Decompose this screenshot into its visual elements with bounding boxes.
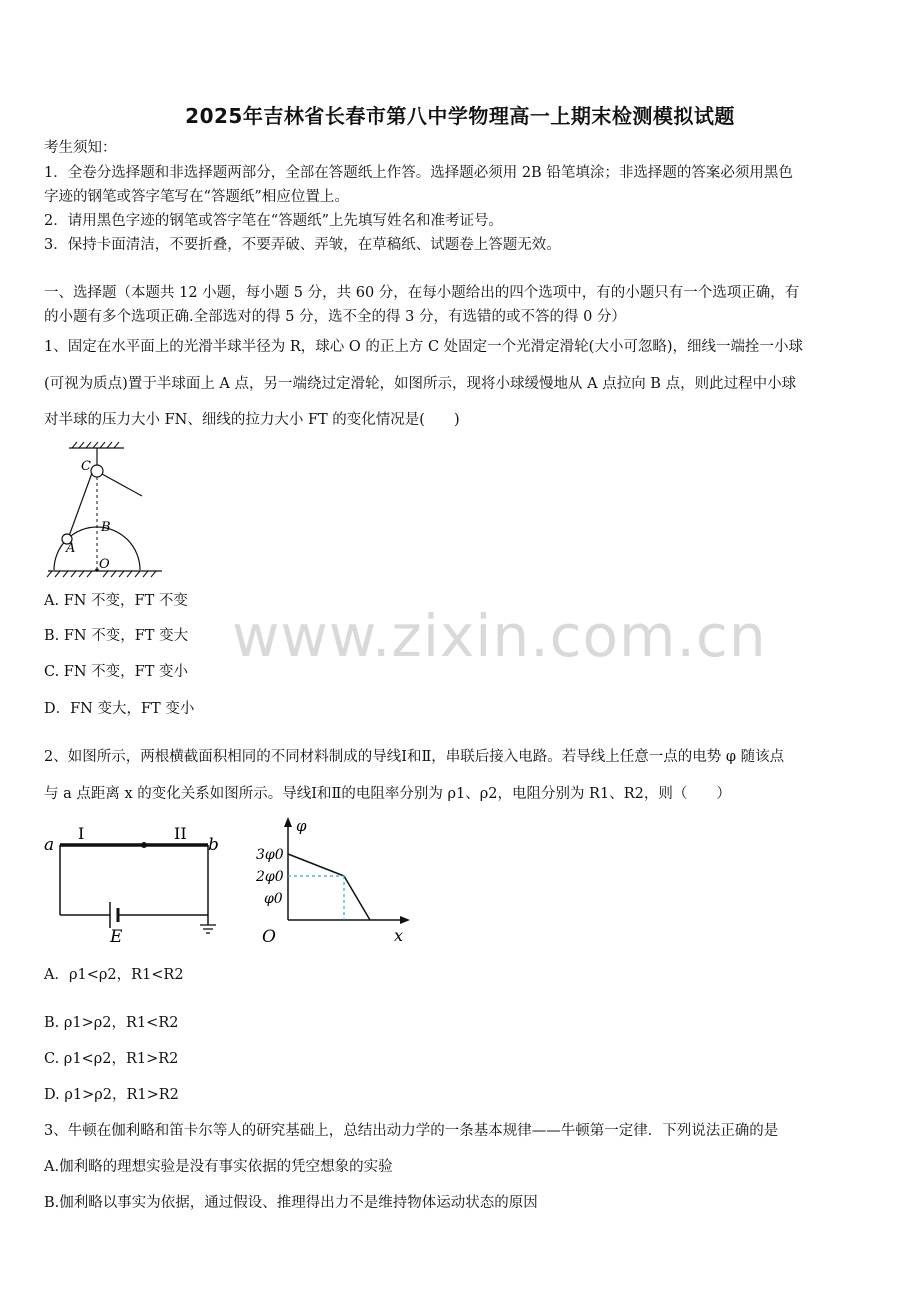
q1-label-b: B xyxy=(101,520,111,535)
section1-instructions-line-2: 的小题有多个选项正确.全部选对的得 5 分，选不全的得 3 分，有选错的或不答的得 0 分） xyxy=(44,309,626,325)
q2-graph-tick-1: φ0 xyxy=(264,891,283,907)
q2-label-wire-1: I xyxy=(78,824,85,843)
q2-option-d: D. ρ1>ρ2，R1>R2 xyxy=(44,1087,179,1103)
q2-option-c: C. ρ1<ρ2，R1>R2 xyxy=(44,1051,179,1067)
q1-label-a: A xyxy=(66,541,76,556)
q2-stem-line-2: 与 a 点距离 x 的变化关系如图所示。导线Ⅰ和Ⅱ的电阻率分别为 ρ1、ρ2，电阻分别为 R1、R2，则（ ） xyxy=(44,786,731,802)
notice-heading: 考生须知： xyxy=(44,140,117,156)
q3-stem-line-1: 3、牛顿在伽利略和笛卡尔等人的研究基础上，总结出动力学的一条基本规律——牛顿第一定律．下列说法正确的是 xyxy=(44,1123,779,1139)
q1-hemisphere-figure xyxy=(44,440,169,580)
q2-graph-x-label: x xyxy=(394,926,404,945)
q2-graph-y-label: φ xyxy=(296,817,307,835)
watermark: www.zixin.com.cn xyxy=(232,602,767,670)
notice-item-1-line-2: 字迹的钢笔或答字笔写在“答题纸”相应位置上。 xyxy=(44,189,349,205)
q1-option-d: D．FN 变大，FT 变小 xyxy=(44,701,195,717)
q2-potential-graph xyxy=(250,815,420,950)
notice-item-3: 3．保持卡面清洁，不要折叠，不要弄破、弄皱，在草稿纸、试题卷上答题无效。 xyxy=(44,237,561,253)
q2-option-b: B. ρ1>ρ2，R1<R2 xyxy=(44,1015,179,1031)
q1-stem-line-1: 1、固定在水平面上的光滑半球半径为 R，球心 O 的正上方 C 处固定一个光滑定滑轮(大小可忽略)，细线一端拴一小球 xyxy=(44,339,803,355)
q3-option-b: B.伽利略以事实为依据，通过假设、推理得出力不是维持物体运动状态的原因 xyxy=(44,1195,538,1211)
q1-option-a: A. FN 不变，FT 不变 xyxy=(44,593,188,609)
q1-label-o: O xyxy=(99,557,110,572)
q1-stem-line-2: (可视为质点)置于半球面上 A 点，另一端绕过定滑轮，如图所示，现将小球缓慢地从 A 点拉向 B 点，则此过程中小球 xyxy=(44,376,797,392)
page-title: 2025年吉林省长春市第八中学物理高一上期末检测模拟试题 xyxy=(185,104,735,128)
q1-option-c: C. FN 不变，FT 变小 xyxy=(44,664,188,680)
q2-stem-line-1: 2、如图所示，两根横截面积相同的不同材料制成的导线Ⅰ和Ⅱ，串联后接入电路。若导线上任意一点的电势 φ 随该点 xyxy=(44,749,785,765)
q2-label-b: b xyxy=(208,835,219,855)
q1-option-b: B. FN 不变，FT 变大 xyxy=(44,628,189,644)
q2-circuit-figure xyxy=(40,820,230,950)
notice-item-1-line-1: 1．全卷分选择题和非选择题两部分，全部在答题纸上作答。选择题必须用 2B 铅笔填涂；非选择题的答案必须用黑色 xyxy=(44,165,793,181)
notice-item-2: 2．请用黑色字迹的钢笔或答字笔在“答题纸”上先填写姓名和准考证号。 xyxy=(44,213,504,229)
q2-label-e: E xyxy=(110,927,123,947)
section1-instructions-line-1: 一、选择题（本题共 12 小题，每小题 5 分，共 60 分，在每小题给出的四个选项中，有的小题只有一个选项正确，有 xyxy=(44,285,800,301)
q2-option-a: A．ρ1<ρ2，R1<R2 xyxy=(44,967,184,983)
q3-option-a: A.伽利略的理想实验是没有事实依据的凭空想象的实验 xyxy=(44,1159,393,1175)
q2-graph-origin: O xyxy=(262,927,276,947)
q1-stem-line-3: 对半球的压力大小 FN、细线的拉力大小 FT 的变化情况是( ) xyxy=(44,412,460,428)
q2-label-a: a xyxy=(44,835,55,855)
q2-label-wire-2: II xyxy=(174,824,187,843)
q2-graph-tick-2: 2φ0 xyxy=(256,869,284,885)
q1-label-c: C xyxy=(81,459,91,474)
q2-graph-tick-3: 3φ0 xyxy=(256,847,284,863)
